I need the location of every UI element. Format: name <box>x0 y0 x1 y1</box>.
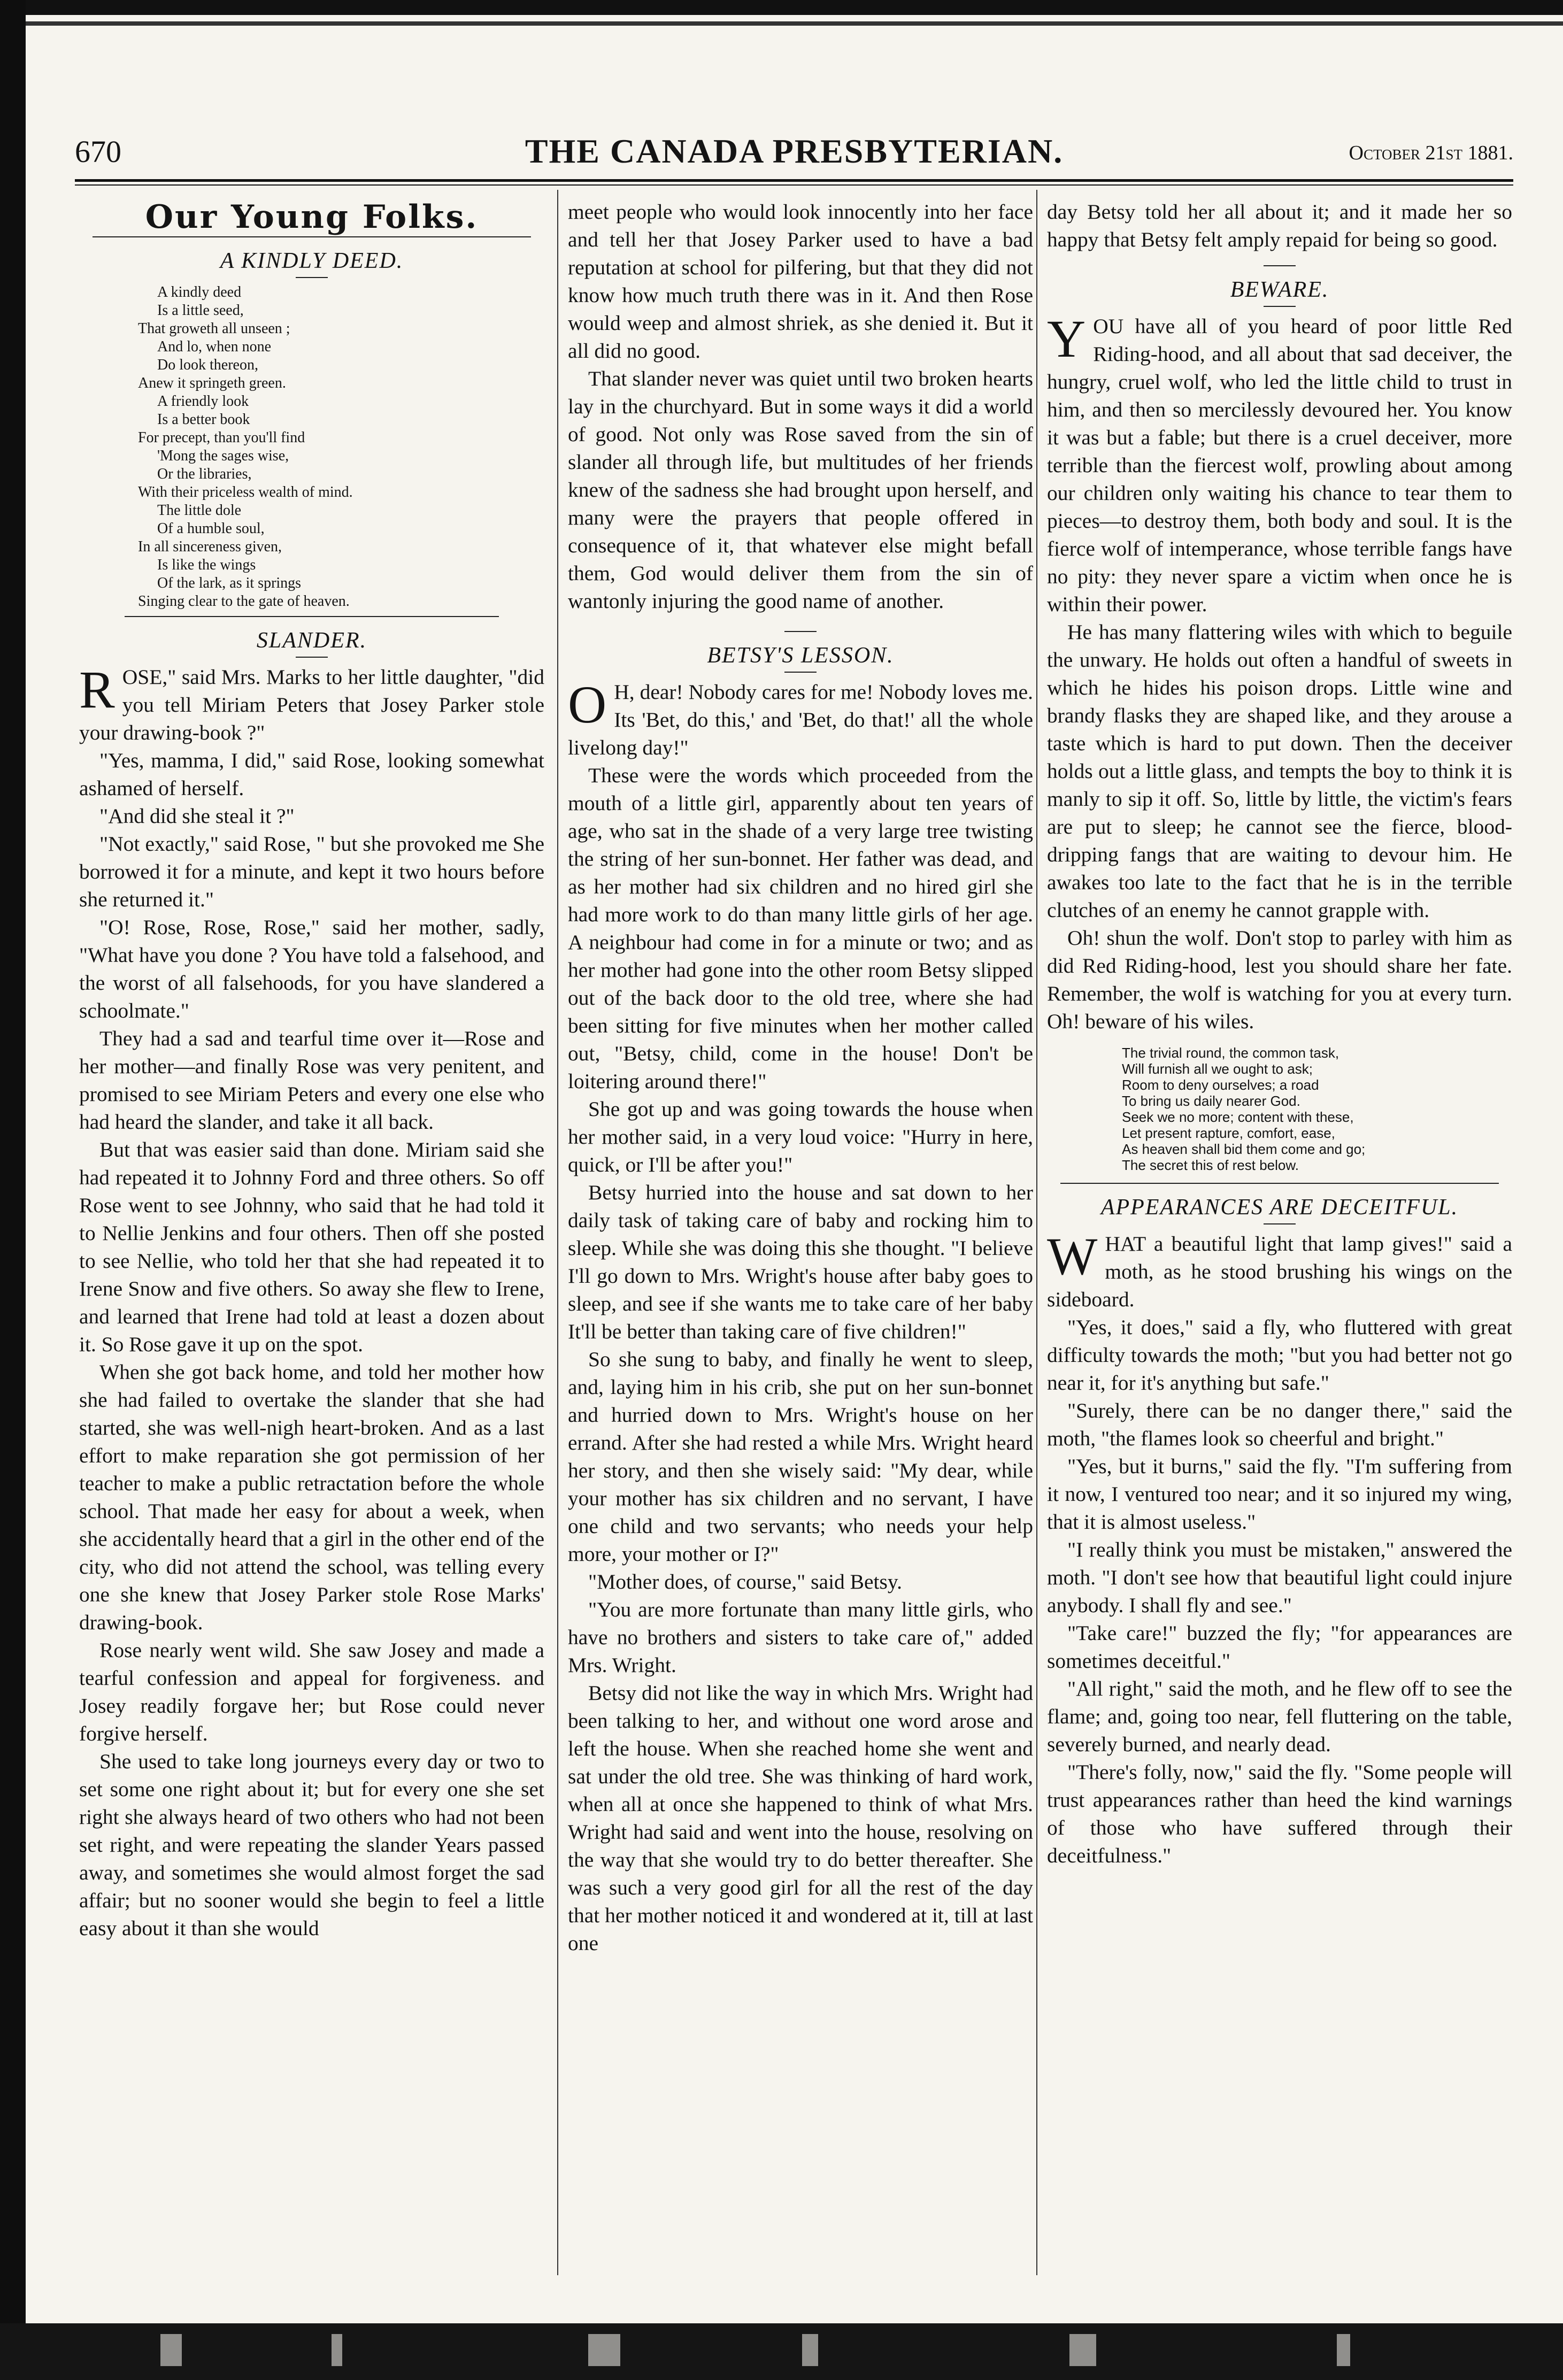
paragraph: YOU have all of you heard of poor little Red Riding-hood, and all about that sad deceiver, the hungry, cruel wolf, who led the little child to trust in him, and then so mercilessly devoured her. You know it was but a fable; but there is a cruel deceiver, more terrible than the fiercest wolf, prowling about among our children only waiting his chance to tear them to pieces—to destroy them, both body and soul. It is the fierce wolf of intemperance, whose terrible fangs have no pity: they never spare a victim when once he is within their power. <box>1047 309 1512 616</box>
paragraph: O H, dear! Nobody cares for me! Nobody loves me. Its 'Bet, do this,' and 'Bet, do that!' all the whole livelong day!" <box>568 675 1033 759</box>
header-rule <box>75 179 1513 182</box>
column-1 <box>79 198 544 1942</box>
paragraph: "O! Rose, Rose, Rose," said her mother, sadly, "What have you done ? You have told a falsehood, and the worst of all falsehoods, for you have slandered a schoolmate." <box>79 915 544 1022</box>
poem-trivial-round: The trivial round, the common task, Will furnish all we ought to ask; Room to deny ourselves; a road To bring us daily nearer God. Seek we no more; content with these, Let present rapture, comfort, ease, As heaven shall bid them come and go; The secret this of rest below. <box>1122 1045 1366 1173</box>
paragraph: "You are more fortunate than many little girls, who have no brothers and sisters to take care of," added Mrs. Wright. <box>568 1598 1033 1677</box>
title-rule <box>296 657 328 658</box>
column-3 <box>1047 198 1512 1869</box>
paragraph: "Surely, there can be no danger there," said the moth, "the flames look so cheerful and bright." <box>1047 1399 1512 1450</box>
paragraph: "Yes, it does," said a fly, who fluttered with great difficulty towards the moth; "but you had better not go near it, for it's anything but safe." <box>1047 1315 1512 1395</box>
paragraph: Betsy hurried into the house and sat down to her daily task of taking care of baby and rocking him to sleep. While she was doing this she thought. "I believe I'll go down to Mrs. Wright's house after baby goes to sleep, and see if she wants me to take care of her baby It'll be better than taking care of five children!" <box>568 1181 1033 1343</box>
section-rule <box>1060 1183 1499 1184</box>
paragraph: "Yes, but it burns," said the fly. "I'm suffering from it now, I ventured too near; and it so injured my wing, that it is almost useless." <box>1047 1454 1512 1534</box>
paragraph: "I really think you must be mistaken," answered the moth. "I don't see how that beautiful light could injure anybody. I shall fly and see." <box>1047 1538 1512 1617</box>
bottom-border <box>0 2323 1563 2380</box>
poem-title: A KINDLY DEED. <box>220 249 404 273</box>
paragraph: So she sung to baby, and finally he went to sleep, and, laying him in his crib, she put on her sun-bonnet and hurried down to Mrs. Wright's house on her errand. After she had rested a while Mrs. Wright heard her story, and then she wisely said: "My dear, while your mother has six children and no servant, I have one child and two servants; who needs your help more, your mother or I?" <box>568 1347 1033 1566</box>
article-title: BETSY'S LESSON. <box>707 643 894 668</box>
paragraph: Oh! shun the wolf. Don't stop to parley with him as did Red Riding-hood, lest you should share her fate. Remember, the wolf is watching for you at every turn. Oh! beware of his wiles. <box>1047 926 1512 1033</box>
paragraph: When she got back home, and told her mother how she had failed to overtake the slander that she had started, she was well-nigh heart-broken. And as a last effort to make reparation she got permission of her teacher to make a public retractation before the whole school. That made her easy for about a week, when she accidentally heard that a girl in the other end of the city, who did not attend the school, was telling every one she knew that Josey Parker stole Rose Marks' drawing-book. <box>79 1360 544 1634</box>
paragraph: "Yes, mamma, I did," said Rose, looking somewhat ashamed of herself. <box>79 749 544 800</box>
newspaper-title: THE CANADA PRESBYTERIAN. <box>525 132 1064 170</box>
paragraph: Betsy did not like the way in which Mrs. Wright had been talking to her, and without one word arose and left the house. When she reached home she went and sat under the old tree. She was thinking of hard work, when all at once she happened to think of what Mrs. Wright had said and went into the house, resolving on the way that she would try to do better thereafter. She was such a very good girl for all the rest of the day that her mother noticed it and wondered at it, till at last one <box>568 1681 1033 1955</box>
paragraph: WHAT a beautiful light that lamp gives!" said a moth, as he stood brushing his wings on the sideboard. <box>1047 1227 1512 1311</box>
drop-cap: O <box>568 675 607 734</box>
paragraph: "There's folly, now," said the fly. "Some people will trust appearances rather than heed the kind warnings of those who have suffered through their deceitfulness." <box>1047 1760 1512 1867</box>
section-rule <box>125 616 499 617</box>
drop-cap: W <box>1047 1227 1098 1286</box>
section-rule <box>784 631 817 632</box>
paragraph: They had a sad and tearful time over it—Rose and her mother—and finally Rose was very penitent, and promised to see Miriam Peters and every one else who had heard the slander, and take it all back. <box>79 1027 544 1134</box>
masthead-rule <box>93 236 531 237</box>
poem-kindly-deed: A kindly deed Is a little seed, That groweth all unseen ; And lo, when none Do look thereon, Anew it springeth green. A friendly look Is a better book For precept, than you'll find 'Mong the sages wise, Or the libraries, With their priceless wealth of mind. The little dole Of a humble soul, In all sincereness given, Is like the wings Of the lark, as it springs Singing clear to the gate of heaven. <box>138 284 353 610</box>
paragraph: "All right," said the moth, and he flew off to see the flame; and, going too near, fell fluttering on the table, severely burned, and nearly dead. <box>1047 1677 1512 1756</box>
paragraph: "And did she steal it ?" <box>99 804 295 828</box>
title-rule <box>296 277 328 278</box>
drop-cap: Y <box>1047 309 1086 368</box>
paragraph: Rose nearly went wild. She saw Josey and made a tearful confession and appeal for forgiveness. and Josey readily forgave her; but Rose could never forgive herself. <box>79 1638 544 1745</box>
title-rule <box>1264 1223 1296 1224</box>
column-divider <box>557 190 558 2275</box>
article-title: APPEARANCES ARE DECEITFUL. <box>1100 1195 1459 1220</box>
section-masthead: Our Young Folks. <box>145 198 479 236</box>
page-number: 670 <box>75 134 121 169</box>
paragraph: ROSE," said Mrs. Marks to her little daughter, "did you tell Miriam Peters that Josey Parker stole your drawing-book ?" <box>79 660 544 744</box>
header-rule-thin <box>75 184 1513 186</box>
top-border <box>0 0 1563 15</box>
paragraph: These were the words which proceeded from the mouth of a little girl, apparently about ten years of age, who sat in the shade of a very large tree twisting the string of her sun-bonnet. Her father was dead, and as her mother had six children and no hired girl she had more work to do than many little girls of her age. A neighbour had come in for a minute or two; and as her mother had gone into the other room Betsy slipped out of the back door to the old tree, where she had been sitting for five minutes when her mother called out, "Betsy, child, come in the house! Don't be loitering around there!" <box>568 764 1033 1093</box>
paragraph: "Mother does, of course," said Betsy. <box>588 1570 902 1593</box>
column-divider <box>1036 190 1037 2275</box>
column-2 <box>568 198 1033 1957</box>
paragraph: She got up and was going towards the house when her mother said, in a very loud voice: "Hurry in here, quick, or I'll be after you!" <box>568 1097 1033 1176</box>
paragraph: "Take care!" buzzed the fly; "for appearances are sometimes deceitful." <box>1047 1621 1512 1673</box>
binding-edge <box>0 0 26 2380</box>
paragraph: meet people who would look innocently into her face and tell her that Josey Parker used to have a bad reputation at school for pilfering, but that they did not know how much truth there was in it. And then Rose would weep and almost shriek, as she denied it. But it all did no good. <box>568 200 1033 363</box>
article-title: SLANDER. <box>256 628 367 653</box>
drop-cap: R <box>79 660 115 719</box>
paragraph: That slander never was quiet until two broken hearts lay in the churchyard. But in some ways it did a world of good. Not only was Rose saved from the sin of slander all through life, but multitudes of her friends knew of the sadness she had brought upon herself, and many were the prayers that people offered in consequence of it, that whatever else might befall them, God would deliver them from the sin of wantonly injuring the good name of another. <box>568 367 1033 613</box>
paragraph: day Betsy told her all about it; and it made her so happy that Betsy felt amply repaid for being so good. <box>1047 200 1512 251</box>
issue-date: October 21st 1881. <box>1349 142 1513 164</box>
article-title: BEWARE. <box>1230 278 1329 302</box>
top-border-line <box>0 21 1563 26</box>
title-rule <box>1264 306 1296 307</box>
page-header <box>75 134 1513 171</box>
title-rule <box>784 672 817 673</box>
paragraph: She used to take long journeys every day or two to set some one right about it; but for every one she set right she always heard of two others who had not been set right, and were repeating the slander Years passed away, and sometimes she would almost forget the sad affair; but no sooner would she begin to feel a little easy about it than she would <box>79 1750 544 1940</box>
paragraph: But that was easier said than done. Miriam said she had repeated it to Johnny Ford and three others. So off Rose went to see Johnny, who said that he had told it to Nellie Jenkins and four others. Then off she posted to see Nellie, who told her that she had repeated it to Irene Snow and five others. So away she flew to Irene, and learned that Irene had told at least a dozen about it. So Rose gave it up on the spot. <box>79 1138 544 1356</box>
paragraph: He has many flattering wiles with which to beguile the unwary. He holds out often a handful of sweets in which he hides his poison drops. Little wine and brandy flasks they are shaped like, and they arouse a taste which is hard to put down. Then the deceiver holds out a little glass, and tempts the boy to think it is manly to sip it off. So, little by little, the victim's fears are put to sleep; he cannot see the fierce, blood-dripping fangs that are waiting to devour him. He awakes too late to the fact that he is in the terrible clutches of an enemy he cannot grapple with. <box>1047 620 1512 922</box>
paragraph: "Not exactly," said Rose, " but she provoked me She borrowed it for a minute, and kept it two hours before she returned it." <box>79 832 544 911</box>
section-rule <box>1264 265 1296 266</box>
